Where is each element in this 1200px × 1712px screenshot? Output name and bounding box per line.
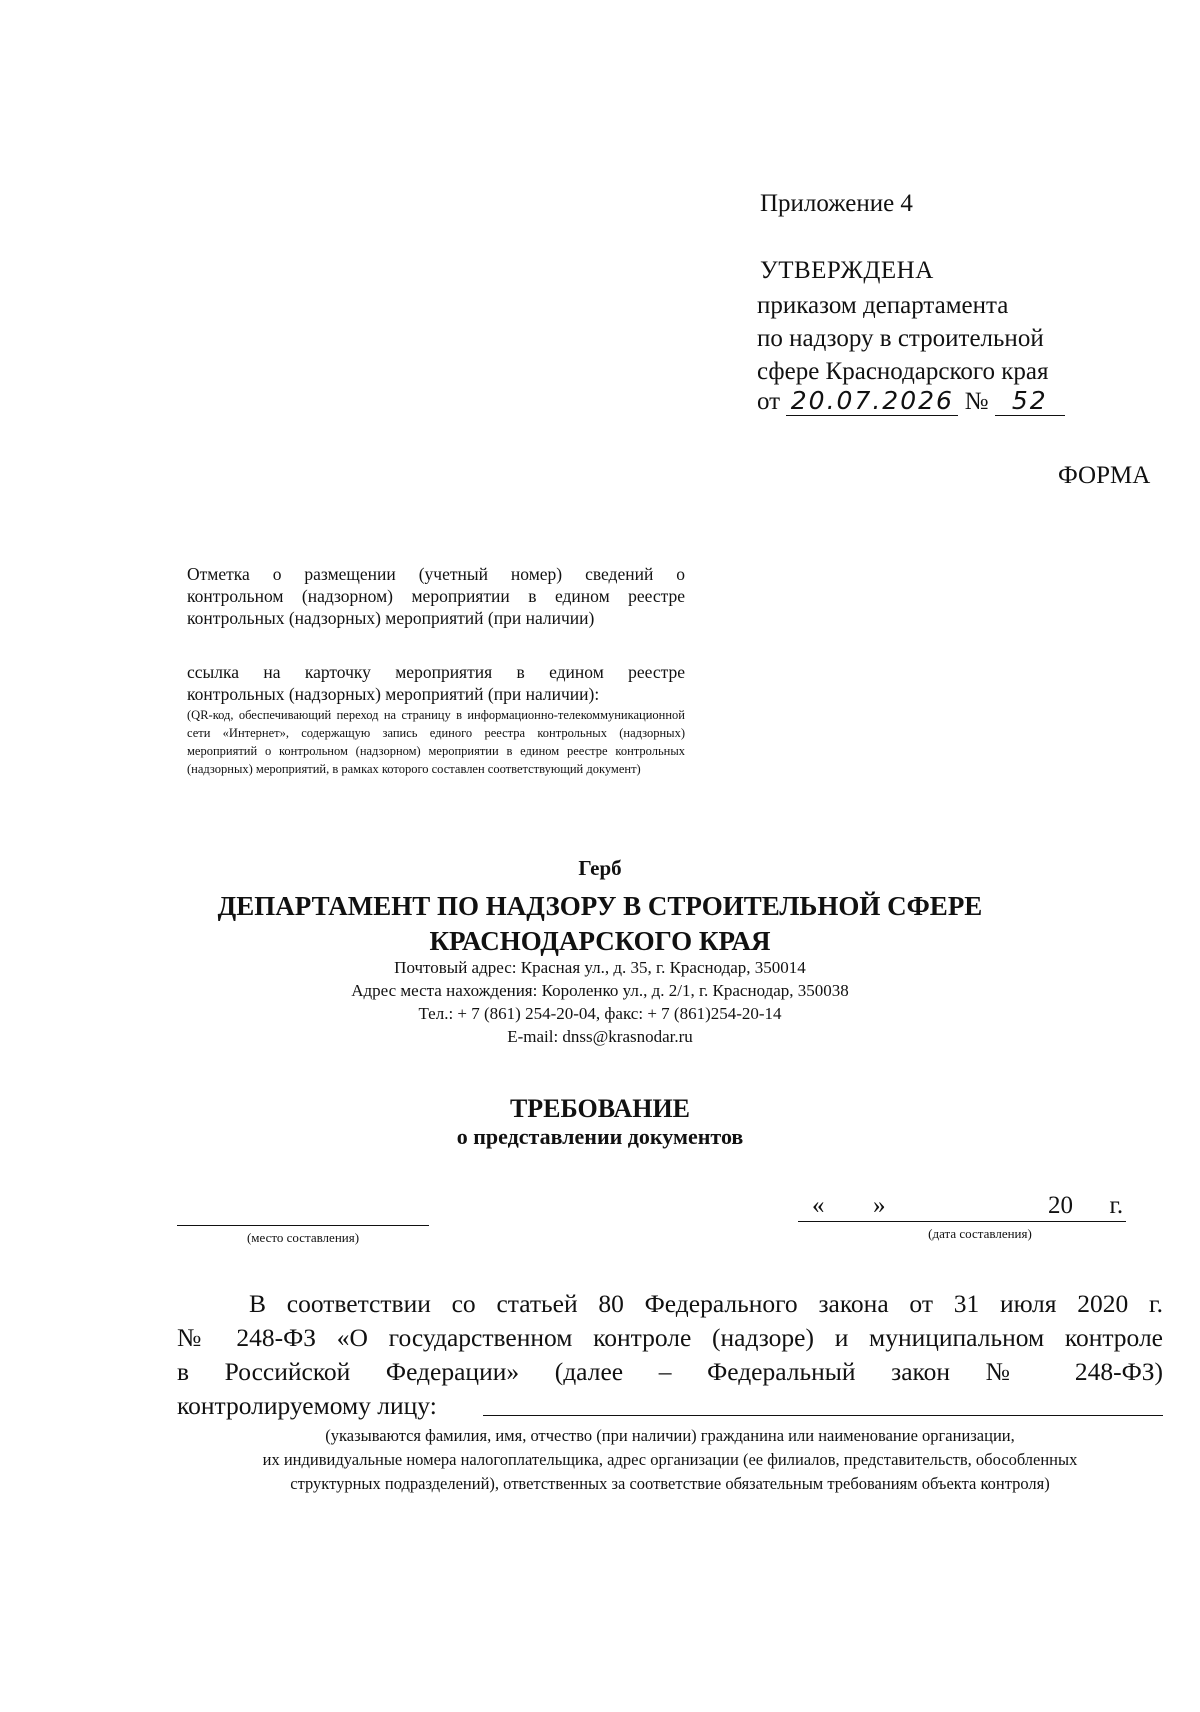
- email: E-mail: dnss@krasnodar.ru: [507, 1027, 693, 1046]
- date-blank-line: [798, 1221, 1126, 1222]
- order-number-handwritten: 52: [995, 387, 1065, 416]
- approval-line: приказом департамента: [757, 292, 1009, 319]
- approval-line: по надзору в строительной: [757, 325, 1044, 352]
- explanation-line: структурных подразделений), ответственных за соответствие обязательным требованиям объекта контроля): [290, 1474, 1050, 1493]
- body-line: в Российской Федерации» (далее – Федеральный закон № 248-ФЗ): [177, 1357, 1163, 1386]
- from-label: от: [757, 388, 781, 415]
- explanation-line: (указываются фамилия, имя, отчество (при наличии) гражданина или наименование организации,: [325, 1426, 1015, 1445]
- place-blank-line: [177, 1225, 429, 1226]
- place-caption: (место составления): [246, 1230, 360, 1245]
- quote-open: «: [812, 1192, 825, 1219]
- approved-word: УТВЕРЖДЕНА: [760, 257, 934, 284]
- postal-address: Почтовый адрес: Красная ул., д. 35, г. Краснодар, 350014: [394, 958, 806, 977]
- registry-mark-line: контрольном (надзорном) мероприятии в едином реестре: [187, 586, 685, 606]
- org-name-line2: КРАСНОДАРСКОГО КРАЯ: [429, 926, 771, 956]
- org-name-line1: ДЕПАРТАМЕНТ ПО НАДЗОРУ В СТРОИТЕЛЬНОЙ СФЕРЕ: [217, 891, 983, 921]
- document-title: ТРЕБОВАНИЕ: [509, 1094, 691, 1123]
- registry-mark-line: Отметка о размещении (учетный номер) сведений о: [187, 564, 685, 584]
- form-label: ФОРМА: [1058, 462, 1151, 489]
- phone-fax: Тел.: + 7 (861) 254-20-04, факс: + 7 (861)254-20-14: [418, 1004, 782, 1023]
- year-prefix: 20: [1048, 1192, 1073, 1219]
- appendix-label: Приложение 4: [760, 190, 913, 217]
- order-date-number: [757, 387, 1065, 416]
- order-date-handwritten: 20.07.2026: [786, 387, 958, 416]
- card-link-line: ссылка на карточку мероприятия в едином реестре: [187, 662, 685, 682]
- registry-mark-line: контрольных (надзорных) мероприятий (при наличии): [187, 608, 595, 628]
- date-blank: [812, 1192, 1123, 1220]
- controlled-person-label: контролируемому лицу:: [177, 1391, 437, 1420]
- approval-line: сфере Краснодарского края: [757, 358, 1049, 385]
- body-line: № 248-ФЗ «О государственном контроле (надзоре) и муниципальном контроле: [177, 1323, 1163, 1352]
- controlled-person-blank-line: [483, 1415, 1163, 1416]
- qr-explanation: (QR-код, обеспечивающий переход на страницу в информационно-телекоммуникационной сети «Интернет», содержащую запись единого реестра контрольных (надзорных) мероприятий о контрольном (надзорном) мероприятии в едином реестре контрольных (надзорных) мероприятий, в рамках которого составлен соответствующий документ): [187, 708, 685, 776]
- explanation-line: их индивидуальные номера налогоплательщика, адрес организации (ее филиалов, представительств, обособленных: [262, 1450, 1078, 1469]
- location-address: Адрес места нахождения: Короленко ул., д. 2/1, г. Краснодар, 350038: [351, 981, 849, 1000]
- body-line: В соответствии со статьей 80 Федерального закона от 31 июля 2020 г.: [249, 1289, 1163, 1318]
- date-caption: (дата составления): [928, 1226, 1032, 1241]
- card-link-line: контрольных (надзорных) мероприятий (при наличии):: [187, 684, 600, 704]
- document-subtitle: о представлении документов: [456, 1124, 744, 1149]
- quote-close: »: [873, 1192, 886, 1219]
- coat-of-arms-placeholder: Герб: [578, 856, 622, 880]
- number-label: №: [964, 388, 989, 415]
- year-suffix: г.: [1109, 1192, 1124, 1219]
